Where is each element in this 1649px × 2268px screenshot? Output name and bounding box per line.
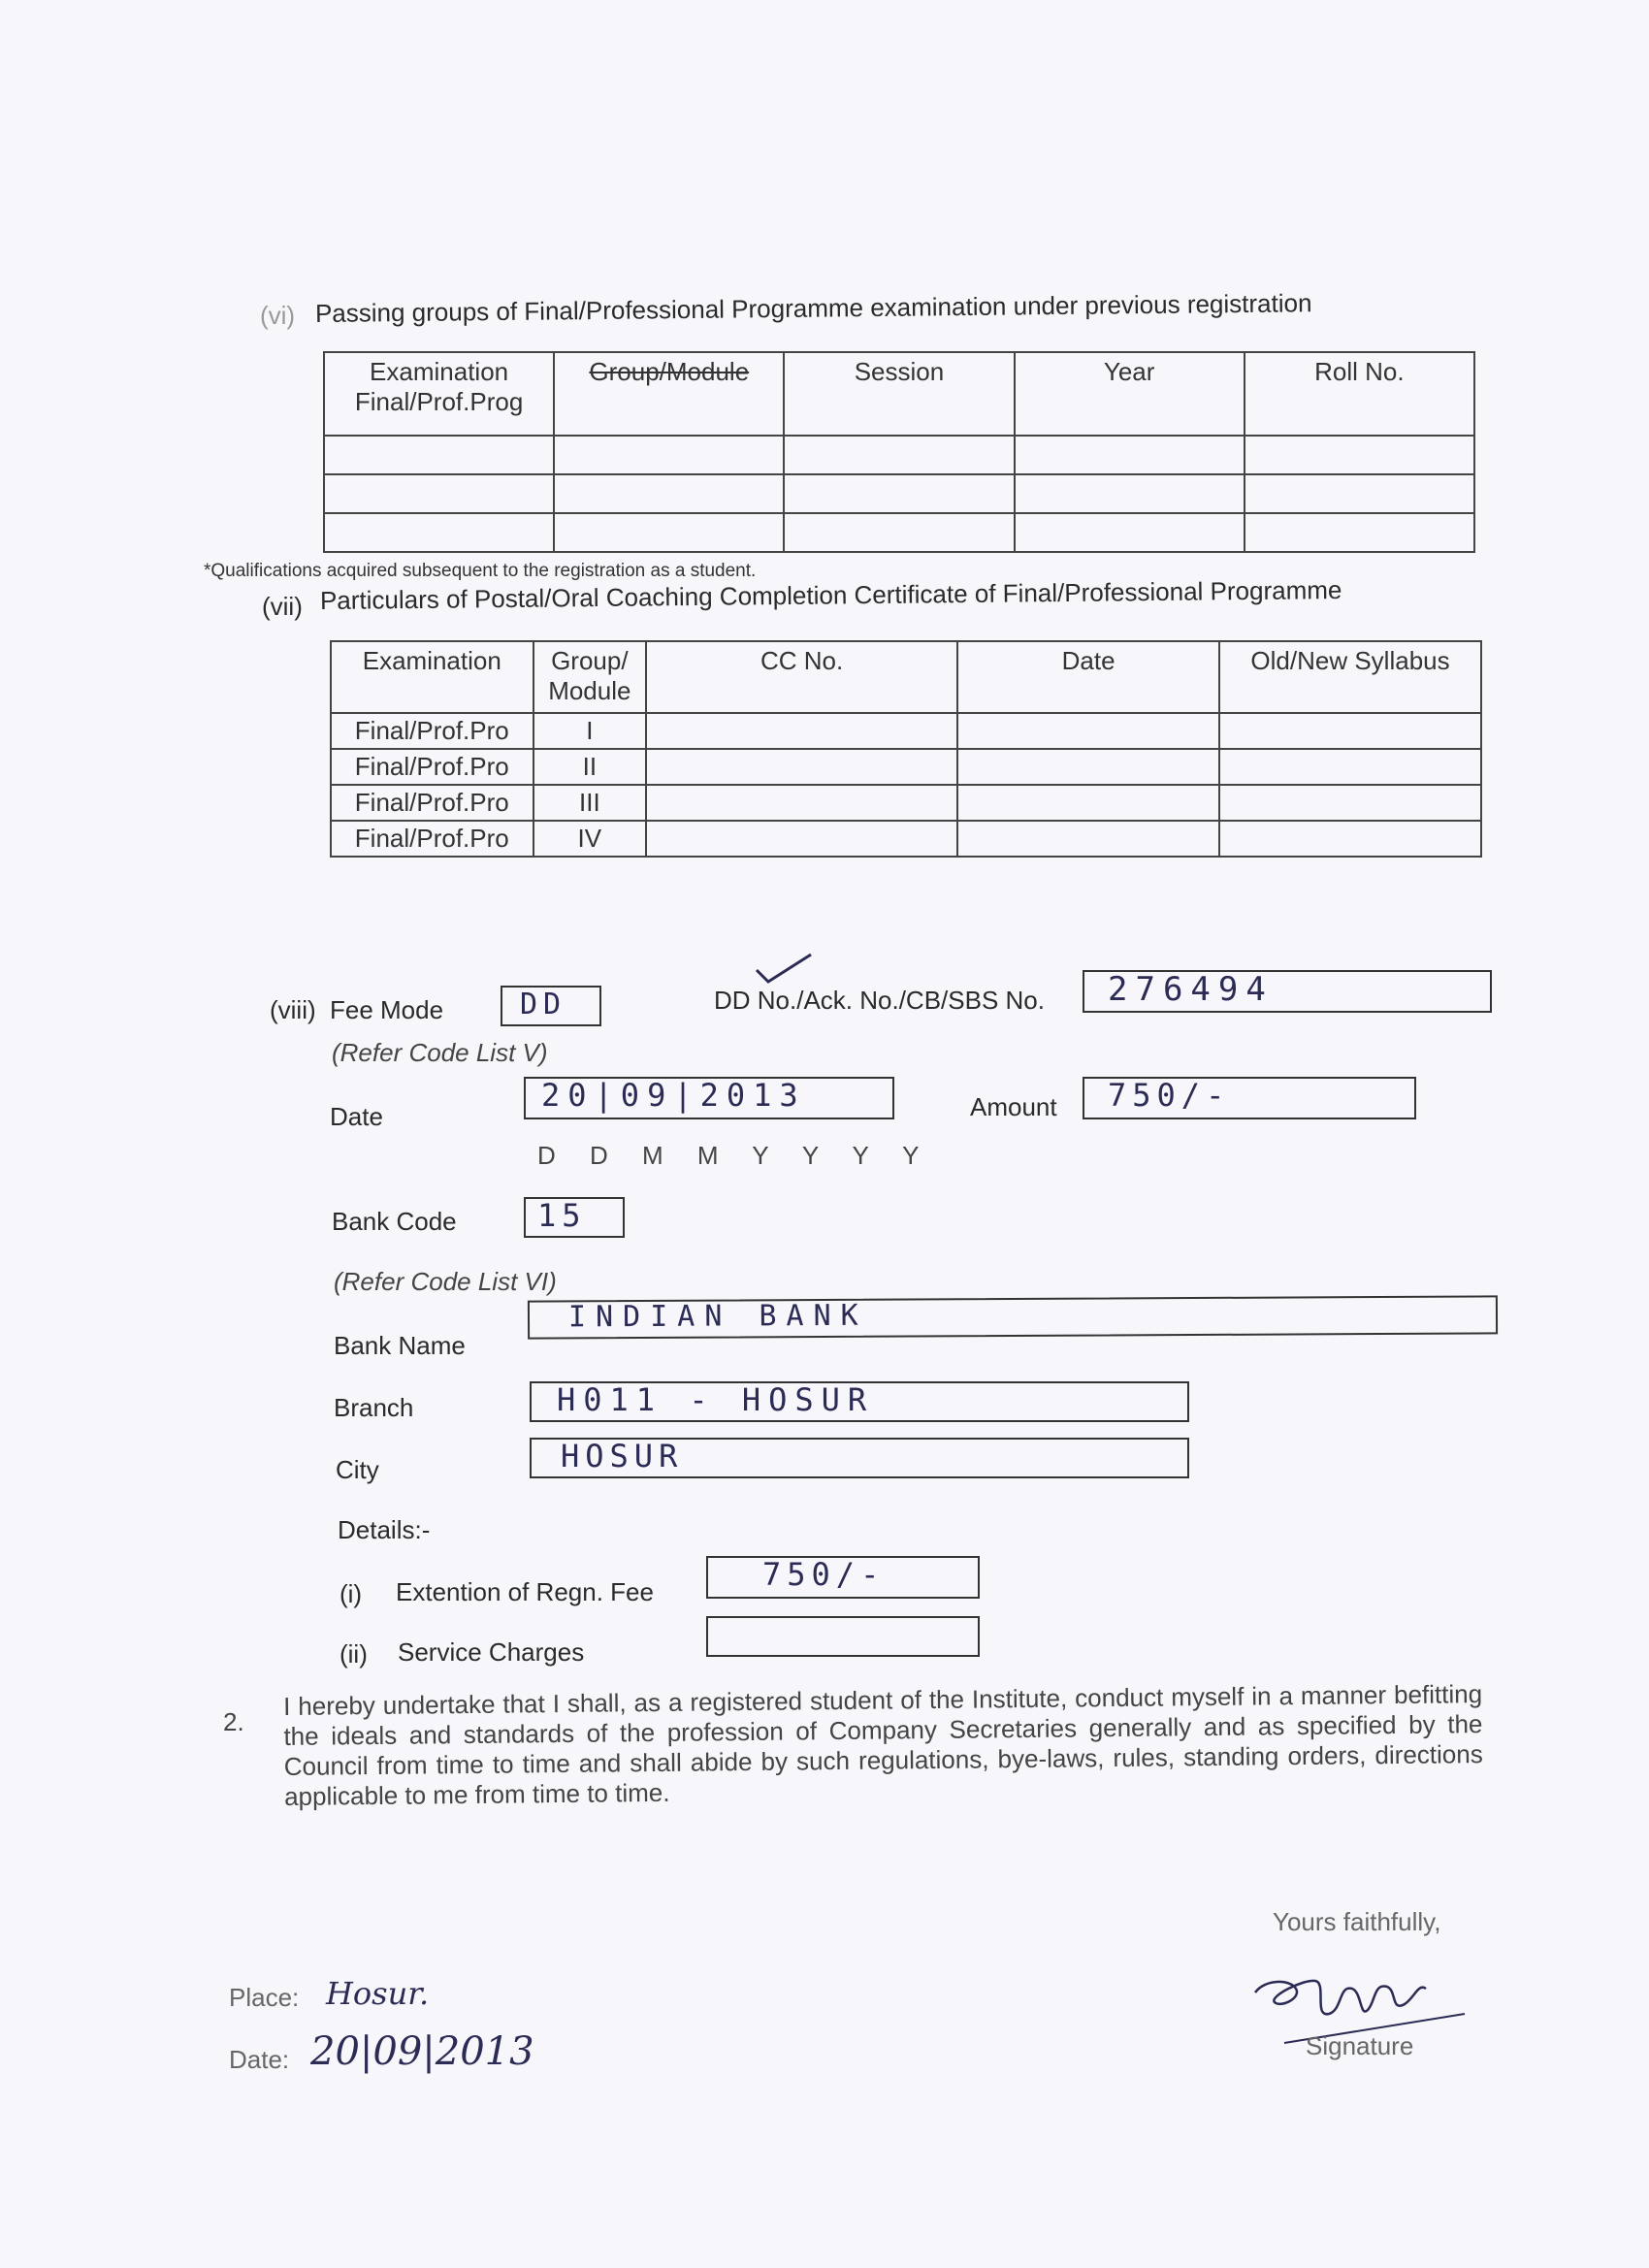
section-vi-number: (vi) bbox=[260, 301, 296, 330]
coaching-certificate-table bbox=[330, 640, 1482, 858]
table-cell[interactable] bbox=[784, 513, 1014, 552]
table-cell[interactable] bbox=[324, 513, 554, 552]
column-header-year: Year bbox=[1015, 352, 1245, 436]
table-header-row bbox=[331, 641, 1481, 713]
column-header-group-module: Group/ Module bbox=[534, 641, 647, 713]
section-vi-title: Passing groups of Final/Professional Programme examination under previous registration bbox=[314, 288, 1312, 328]
table-cell[interactable] bbox=[784, 474, 1014, 513]
place-label: Place: bbox=[229, 1983, 300, 2012]
cc-no-cell[interactable] bbox=[646, 713, 957, 749]
syllabus-cell[interactable] bbox=[1219, 785, 1481, 821]
branch-value: H011 - HOSUR bbox=[557, 1381, 875, 1418]
table-cell[interactable] bbox=[784, 436, 1014, 474]
table-cell[interactable] bbox=[1015, 436, 1245, 474]
city-value: HOSUR bbox=[561, 1438, 684, 1474]
cc-no-cell[interactable] bbox=[646, 785, 957, 821]
table-cell[interactable] bbox=[1245, 513, 1474, 552]
table-cell[interactable] bbox=[1015, 474, 1245, 513]
table-header-row bbox=[324, 352, 1474, 436]
bank-code-label: Bank Code bbox=[332, 1207, 457, 1236]
table-row bbox=[324, 474, 1474, 513]
column-header-date: Date bbox=[957, 641, 1219, 713]
group-cell: IV bbox=[534, 821, 647, 857]
section-vii-number: (vii) bbox=[262, 592, 303, 621]
previous-registration-table bbox=[323, 351, 1475, 553]
table-cell[interactable] bbox=[554, 474, 784, 513]
table-row bbox=[331, 713, 1481, 749]
date-value: 20|09|2013 bbox=[541, 1077, 806, 1114]
date-cell[interactable] bbox=[957, 749, 1219, 785]
table-row bbox=[324, 436, 1474, 474]
dd-number-value: 276494 bbox=[1108, 970, 1274, 1009]
cc-no-cell[interactable] bbox=[646, 821, 957, 857]
table-cell[interactable] bbox=[1245, 474, 1474, 513]
column-header-examination bbox=[324, 352, 554, 436]
bank-name-field[interactable] bbox=[528, 1295, 1498, 1339]
section-viii-number: (viii) bbox=[270, 995, 316, 1024]
column-header-roll-no: Roll No. bbox=[1245, 352, 1474, 436]
bank-name-label: Bank Name bbox=[334, 1331, 466, 1360]
table-row bbox=[324, 513, 1474, 552]
group-cell: II bbox=[534, 749, 647, 785]
table-cell[interactable] bbox=[1015, 513, 1245, 552]
amount-label: Amount bbox=[970, 1092, 1057, 1121]
header-label: Examination Final/Prof.Prog bbox=[354, 357, 524, 416]
branch-field[interactable] bbox=[530, 1381, 1189, 1422]
date-cell[interactable] bbox=[957, 713, 1219, 749]
detail-number: (i) bbox=[340, 1579, 363, 1608]
column-header-session: Session bbox=[784, 352, 1014, 436]
fee-mode-label: Fee Mode bbox=[330, 995, 444, 1024]
exam-cell: Final/Prof.Pro bbox=[331, 785, 534, 821]
bank-name-value: INDIAN BANK bbox=[567, 1298, 868, 1335]
service-charges-label: Service Charges bbox=[398, 1637, 585, 1667]
syllabus-cell[interactable] bbox=[1219, 713, 1481, 749]
syllabus-cell[interactable] bbox=[1219, 821, 1481, 857]
city-field[interactable] bbox=[530, 1438, 1189, 1478]
table-row bbox=[331, 749, 1481, 785]
extension-fee-value: 750/- bbox=[762, 1556, 886, 1593]
table-cell[interactable] bbox=[554, 436, 784, 474]
place-value: Hosur. bbox=[326, 1975, 430, 2012]
extension-fee-field[interactable] bbox=[706, 1556, 980, 1599]
table-cell[interactable] bbox=[1245, 436, 1474, 474]
cc-no-cell[interactable] bbox=[646, 749, 957, 785]
refer-code-vi: (Refer Code List VI) bbox=[334, 1267, 557, 1296]
city-label: City bbox=[336, 1455, 379, 1484]
column-header-group-module: Group/Module bbox=[554, 352, 784, 436]
date-cell[interactable] bbox=[957, 821, 1219, 857]
bank-code-field[interactable] bbox=[524, 1197, 625, 1238]
group-cell: III bbox=[534, 785, 647, 821]
date-bottom-label: Date: bbox=[229, 2045, 290, 2074]
details-label: Details:- bbox=[338, 1515, 431, 1544]
table-row bbox=[331, 785, 1481, 821]
amount-value: 750/- bbox=[1108, 1077, 1231, 1114]
extension-fee-label: Extention of Regn. Fee bbox=[396, 1577, 654, 1606]
footnote: *Qualifications acquired subsequent to the registration as a student. bbox=[204, 561, 757, 581]
table-cell[interactable] bbox=[324, 474, 554, 513]
syllabus-cell[interactable] bbox=[1219, 749, 1481, 785]
refer-code-v: (Refer Code List V) bbox=[332, 1038, 548, 1067]
undertaking-number: 2. bbox=[223, 1707, 244, 1736]
table-row bbox=[331, 821, 1481, 857]
date-bottom-value: 20|09|2013 bbox=[310, 2029, 534, 2074]
exam-cell: Final/Prof.Pro bbox=[331, 749, 534, 785]
column-header-cc-no: CC No. bbox=[646, 641, 957, 713]
branch-label: Branch bbox=[334, 1393, 414, 1422]
bank-code-value: 15 bbox=[537, 1197, 587, 1234]
column-header-examination: Examination bbox=[331, 641, 534, 713]
table-cell[interactable] bbox=[324, 436, 554, 474]
dd-number-label: DD No./Ack. No./CB/SBS No. bbox=[714, 986, 1045, 1015]
undertaking-text: I hereby undertake that I shall, as a registered student of the Institute, conduct myself in a manner befitting the ideals and standards of the profession of Company Secretaries generally and as specified by the Council from time to time and shall abide by such regulations, bye-laws, rules, standing orders, directions applicable to me from time to time. bbox=[283, 1679, 1483, 1811]
amount-field[interactable] bbox=[1083, 1077, 1416, 1119]
signature-label: Signature bbox=[1306, 2031, 1414, 2060]
table-cell[interactable] bbox=[554, 513, 784, 552]
exam-cell: Final/Prof.Pro bbox=[331, 821, 534, 857]
fee-mode-value: DD bbox=[520, 988, 567, 1021]
date-format-hint: D D M M Y Y Y Y bbox=[537, 1141, 933, 1170]
dd-number-field[interactable] bbox=[1083, 970, 1492, 1013]
detail-number: (ii) bbox=[340, 1639, 368, 1669]
check-mark-icon bbox=[753, 949, 815, 988]
date-cell[interactable] bbox=[957, 785, 1219, 821]
exam-cell: Final/Prof.Pro bbox=[331, 713, 534, 749]
fee-mode-field[interactable] bbox=[501, 986, 601, 1026]
service-charges-field[interactable] bbox=[706, 1616, 980, 1657]
column-header-syllabus: Old/New Syllabus bbox=[1219, 641, 1481, 713]
section-vii-title: Particulars of Postal/Oral Coaching Completion Certificate of Final/Professional Programme bbox=[319, 574, 1342, 615]
date-label: Date bbox=[330, 1102, 383, 1131]
group-cell: I bbox=[534, 713, 647, 749]
date-field[interactable] bbox=[524, 1077, 894, 1119]
yours-faithfully: Yours faithfully, bbox=[1273, 1907, 1441, 1936]
